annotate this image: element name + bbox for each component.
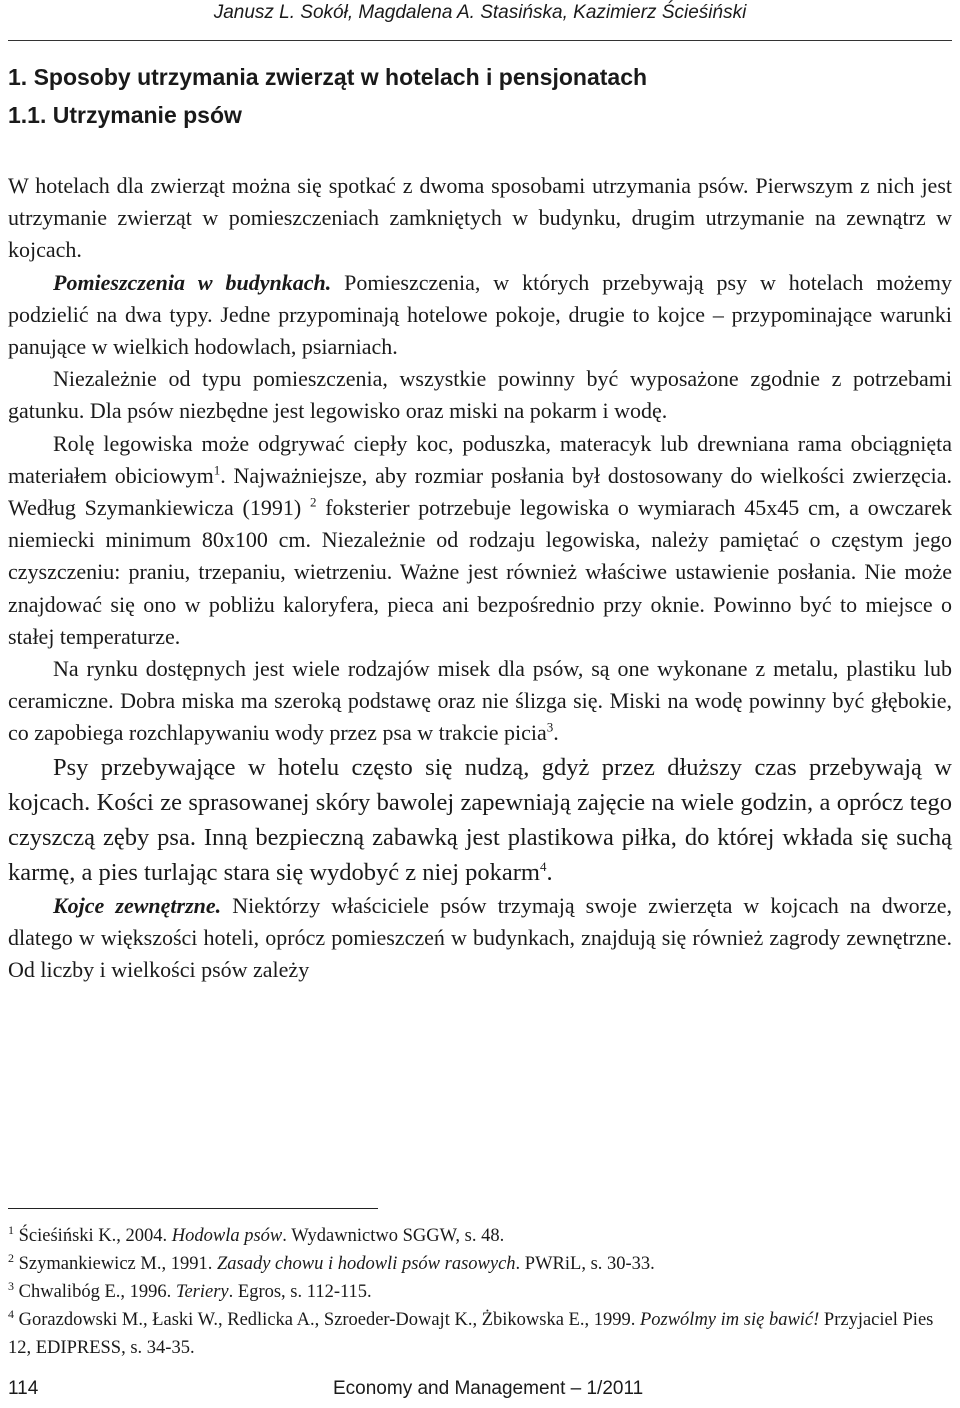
header-rule [8,40,952,41]
footnote-publisher: . Wydawnictwo SGGW, s. 48. [282,1226,505,1246]
footnote-ref-1[interactable]: 1 [213,462,221,478]
footnote-publisher: . Egros, s. 112-115. [228,1282,372,1302]
paragraph-toys [8,750,952,890]
journal-title: Economy and Management – 1/2011 [333,1378,644,1399]
running-header: Janusz L. Sokół, Magdalena A. Stasińska, Kazimierz Ścieśiński [213,2,747,23]
footnote-publisher: . PWRiL, s. 30-33. [515,1254,655,1274]
footnote-title: Pozwólmy im się bawić! [639,1310,820,1330]
toys-text-b: . [546,858,553,886]
kennels-label: Kojce zewnętrzne. [53,892,222,918]
bedding-text-c: foksterier potrzebuje legowiska o wymiarach 45x45 cm, a owczarek niemiecki minimum 80x100 cm. Niezależnie od rodzaju legowiska, należy pamiętać o częstym jego czyszczeniu: praniu, trzepaniu, wietrzeniu. Ważne jest również właściwe ustawienie posłania. Nie może znajdować się ono w pobliżu kaloryfera, pieca ani bezpośrednio przy oknie. Powinno być to miejsce o stałej temperaturze. [8,495,952,649]
page-number: 114 [8,1378,39,1399]
rooms-text: Pomieszczenia, w których przebywają psy w hotelach możemy podzielić na dwa typy. Jedne przypominają hotelowe pokoje, drugie to kojce – przypominające warunki panujące w wielkich hodowlach, psiarniach. [8,269,952,360]
footnote-title: Hodowla psów [171,1226,283,1246]
footnotes [8,1222,952,1362]
paragraph-intro: W hotelach dla zwierząt można się spotkać z dwoma sposobami utrzymania psów. Pierwszym z nich jest utrzymanie zwierząt w pomieszczeniach zamkniętych w budynku, drugim utrzymanie na zewnątrz w kojcach. [8,173,952,263]
rooms-label: Pomieszczenia w budynkach. [53,269,332,295]
footnote-rule [8,1208,378,1209]
kennels-text: Niektórzy właściciele psów trzymają swoje zwierzęta w kojcach na dworze, dlatego w większości hoteli, oprócz pomieszczeń w budynkach, znajdują się również zagrody zewnętrzne. Od liczby i wielkości psów zależy [8,892,952,983]
paragraph-equipment: Niezależnie od typu pomieszczenia, wszystkie powinny być wyposażone zgodnie z potrzebami gatunku. Dla psów niezbędne jest legowisko oraz miski na pokarm i wodę. [8,366,952,424]
footnote-number: 4 [8,1306,14,1321]
bowls-text-a: Na rynku dostępnych jest wiele rodzajów misek dla psów, są one wykonane z metalu, plastiku lub ceramiczne. Dobra miska ma szeroką podstawę oraz nie ślizga się. Miski na wodę powinny być głębokie, co zapobiega rozchlapywaniu wody przez psa w trakcie picia [8,656,952,746]
footnote-2 [8,1250,952,1278]
footnote-author: Ścieśiński K., 2004. [18,1226,172,1246]
footnote-3 [8,1278,952,1306]
paragraph-bowls [8,653,952,750]
footnote-publisher: Przyjaciel Pies 12, EDIPRESS, s. 34-35. [8,1310,934,1358]
footnote-number: 2 [8,1250,14,1265]
section-heading: 1. Sposoby utrzymania zwierząt w hotelach i pensjonatach [8,64,648,90]
footnote-author: Chwalibóg E., 1996. [18,1282,176,1302]
footnote-4 [8,1306,952,1362]
bedding-text-b: . Najważniejsze, aby rozmiar posłania był dostosowany do wielkości zwierzęcia. Według Szymankiewicza (1991) [8,462,952,521]
footnote-title: Teriery [175,1282,229,1302]
body-text [8,170,952,986]
footnote-author: Gorazdowski M., Łaski W., Redlicka A., Szroeder-Dowajt K., Żbikowska E., 1999. [18,1310,640,1330]
footnote-number: 1 [8,1222,14,1237]
paragraph-rooms [8,267,952,364]
footnote-title: Zasady chowu i hodowli psów rasowych [216,1254,516,1274]
paragraph-bedding [8,428,952,653]
footnote-1 [8,1222,952,1250]
footnote-ref-4[interactable]: 4 [540,858,547,874]
paragraph-kennels [8,890,952,987]
footnote-author: Szymankiewicz M., 1991. [18,1254,217,1274]
footnote-ref-2[interactable]: 2 [309,494,317,510]
subsection-heading: 1.1. Utrzymanie psów [8,102,242,128]
footnote-ref-3[interactable]: 3 [546,720,554,736]
footnote-number: 3 [8,1278,14,1293]
bedding-text-a: Rolę legowiska może odgrywać ciepły koc, poduszka, materacyk lub drewniana rama obciągnięta materiałem obiciowym [8,430,952,488]
toys-text-a: Psy przebywające w hotelu często się nudzą, gdyż przez dłuższy czas przebywają w kojcach. Kości ze sprasowanej skóry bawolej zapewniają zajęcie na wiele godzin, a oprócz tego czyszczą zęby psa. Inną bezpieczną zabawką jest plastikowa piłka, do której wkłada się suchą karmę, a pies turlając stara się wydobyć z niej pokarm [8,753,952,886]
bowls-text-b: . [553,720,559,746]
